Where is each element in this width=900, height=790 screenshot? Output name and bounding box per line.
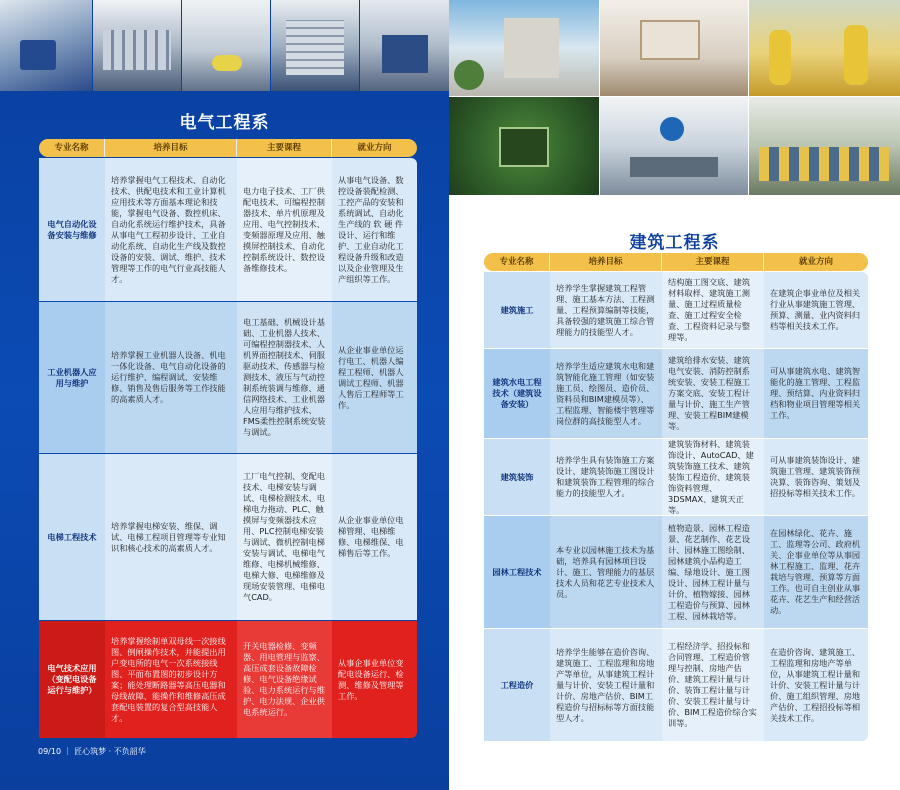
job-text: 从企业事业单位电梯管理、电梯维修、电梯维保、电梯售后等工作。 — [338, 515, 404, 558]
photo-lab-4 — [271, 0, 359, 91]
major-name: 建筑装饰 — [484, 439, 550, 515]
table-row — [39, 302, 417, 453]
major-name: 工程造价 — [484, 629, 550, 741]
course-text: 开关电器检修、变频器、用电管理与监察、高压成套设备故障检修、电气设备绝缘试验、电力系统运行与维护、电力法规、企业供电系统运行。 — [237, 621, 332, 738]
major-name: 建筑水电工程技术（建筑设备安装） — [484, 349, 550, 438]
table-row — [39, 621, 417, 738]
course-text: 建筑装饰材料、建筑装饰设计、AutoCAD、建筑装饰施工技术、建筑装饰工程造价、建筑装饰资料管理、3DSMAX、建筑天正等。 — [662, 439, 764, 515]
table-row — [39, 454, 417, 620]
course-text: 电工基础、机械设计基础、工业机器人技术、可编程控制器技术、人机界面控制技术、伺服驱动技术、传感器与检测技术、液压与气动控制系统装调与维修、通信网络技术、工业机器人应用与维护技术、FMS柔性控制系统安装与调试。 — [237, 302, 332, 453]
photo-lab-2 — [93, 0, 181, 91]
major-name: 工业机器人应用与维护 — [39, 302, 105, 453]
goal-text: 培养掌握工业机器人设备、机电一体化设备、电气自动化设备的运行维护、编程调试、安装维修、销售及售后服务等工作技能的高素质人才。 — [111, 350, 226, 404]
photo-students-survey — [749, 0, 900, 96]
photo-building — [449, 0, 599, 96]
course-text: 结构施工图交底、建筑材料取样、建筑施工测量、施工过程质量检查、施工过程安全检查、工程资料记录与整理等。 — [662, 272, 764, 348]
goal-text: 培养学生掌握建筑工程管理、施工基本方法、工程测量、工程预算编制等技能，具备较强的建筑施工综合管理能力的技能型人才。 — [556, 282, 655, 337]
page-title-construction: 建筑工程系 — [629, 233, 720, 253]
photo-classroom — [749, 97, 900, 195]
job-text: 可从事建筑装饰设计、建筑施工管理、建筑装饰预决算、装饰咨询、策划及招投标等相关技术工作。 — [770, 455, 861, 498]
header-job: 就业方向 — [332, 139, 417, 157]
construction-table — [484, 253, 868, 741]
photo-lab-3 — [182, 0, 270, 91]
course-text: 工程经济学、招投标和合同管理、工程造价管理与控制、房地产估价、建筑工程计量与计价、装饰工程计量与计价、安装工程计量与计价、BIM工程造价综合实训等。 — [662, 629, 764, 741]
table-row — [484, 349, 868, 438]
photo-lab-1 — [0, 0, 92, 91]
major-name: 电气自动化设备安装与维修 — [39, 158, 105, 301]
photo-lab-5 — [360, 0, 449, 91]
construction-dept-panel — [449, 0, 900, 790]
header-major: 专业名称 — [39, 139, 105, 157]
page-footer: 09/10 ｜ 匠心筑梦 · 不负韶华 — [38, 747, 146, 756]
job-text: 从事电气设备、数控设备装配检测、工控产品的安装和系统调试、自动化生产线的 软 硬 件 设计、运行和维护、工业自动化工程设备升级和改造以及企业管理及生产组织等工作。 — [338, 174, 404, 284]
table-header — [39, 139, 417, 157]
job-text: 从企业事业单位运行电工、机器人编程工程师、机器人调试工程师、机器人售后工程师等工作。 — [338, 344, 404, 410]
table-row — [484, 516, 868, 628]
electrical-table — [39, 139, 417, 738]
header-goal: 培养目标 — [105, 139, 237, 157]
course-text: 建筑给排水安装、建筑电气安装、消防控制系统安装、安装工程施工方案交底、安装工程计量与计价、施工生产管理、安装工程BIM建模等。 — [662, 349, 764, 438]
major-name: 电梯工程技术 — [39, 454, 105, 620]
photo-interior-1 — [600, 0, 748, 96]
job-text: 在园林绿化、花卉、施工、监理等公司、政府机关、企事业单位等从事园林工程施工、监理、花卉栽培与管理、预算等方面工作。也可自主创业从事花卉、花艺生产和经营活动。 — [770, 528, 861, 615]
photo-green-wall — [449, 97, 599, 195]
course-text: 电力电子技术、工厂供配电技术、可编程控制器技术、单片机原理及应用、电气控制技术、变频器原理及应用、触摸屏控制技术、自动化控制系统设计、数控设备维修技术。 — [237, 158, 332, 301]
goal-text: 本专业以园林施工技术为基础，培养具有园林项目设计、施工、管理能力的基层技术人员和花艺专业技术人员。 — [556, 544, 655, 599]
page-title-electrical: 电气工程系 — [179, 113, 270, 133]
goal-text: 培养学生具有装饰施工方案设计、建筑装饰施工图设计和建筑装饰工程管理的综合能力的技能型人才。 — [556, 455, 655, 498]
major-name: 电气技术应用（变配电设备运行与维护） — [39, 621, 105, 738]
table-row — [484, 439, 868, 515]
header-course: 主要课程 — [237, 139, 332, 157]
course-text: 工厂电气控制、变配电技术、电梯安装与调试、电梯检测技术、电梯电力拖动、PLC、触摸屏与变频器技术应用、PLC控制电梯安装与调试、微机控制电梯安装与调试、电梯电气维修、电梯机械维修、电梯大修、电梯维修及现场安装管理、电梯电气CAD。 — [237, 454, 332, 620]
header-course: 主要课程 — [662, 253, 764, 271]
major-name: 园林工程技术 — [484, 516, 550, 628]
electrical-dept-panel — [0, 0, 449, 790]
job-text: 在建筑企事业单位及相关行业从事建筑施工管理、预算、测量、业内资料归档等相关技术工作。 — [770, 288, 861, 331]
photo-strip-left — [0, 0, 449, 91]
table-row — [39, 158, 417, 301]
job-text: 可从事建筑水电、建筑智能化的施工管理、工程监理、预结算、内业资料归档和物业项目管理等相关工作。 — [770, 366, 861, 420]
table-header — [484, 253, 868, 271]
goal-text: 培养掌握电气工程技术、自动化技术、供配电技术和工业计算机应用技术等方面基本理论和技能，掌握电气设备、数控机床、自动化系统运行维护技术，具备从事电气工程初步设计、工业自动化系统、自动化生产线及数控设备的安装、调试、维护、技术管理等工作的电气行业高技能人才。 — [111, 174, 226, 284]
major-name: 建筑施工 — [484, 272, 550, 348]
course-text: 植物造景、园林工程造景、花艺制作、花艺设计、园林施工图绘制、园林建筑小品构造工编、绿地设计、施工图设计、园林工程计量与计价、植物嫁接、园林工程造价与预算、园林工程、园林栽培等。 — [662, 516, 764, 628]
job-text: 在造价咨询、建筑施工、工程监理和房地产等单位，从事建筑工程计量和计价、安装工程计量与计价、施工组织管理、房地产估价、工程招投标等相关技术工作。 — [770, 646, 861, 723]
table-row — [484, 272, 868, 348]
table-row — [484, 629, 868, 741]
header-goal: 培养目标 — [550, 253, 662, 271]
job-text: 从事企事业单位变配电设备运行、检测、维修及管理等工作。 — [338, 657, 404, 701]
goal-text: 培养学生适应建筑水电和建筑智能化施工管理（如安装施工员、绘图员、造价员、资料员和BIM建模员等）、工程监理、智能楼宇管理等岗位群的高技能型人才。 — [556, 360, 655, 426]
goal-text: 培养掌握电梯安装、维保、调试、电梯工程项目管理等专业知识和核心技术的高素质人才。 — [111, 520, 226, 553]
photo-lobby — [600, 97, 748, 195]
goal-text: 培养掌握绘制单双母线一次接线图、倒闸操作技术，并能提出用户变电所的电气一次系统接线图、平面布置图的初步设计方案；能处理断路器等高压电器和母线故障、能操作和维修高压成套配电装置的复合型高技能人才。 — [111, 635, 226, 723]
header-job: 就业方向 — [764, 253, 868, 271]
header-major: 专业名称 — [484, 253, 550, 271]
goal-text: 培养学生能够在造价咨询、建筑施工、工程监理和房地产等单位，从事建筑工程计量与计价、安装工程计量和计价、房地产估价、BIM工程造价与招标标等方面技能型人才。 — [556, 646, 655, 723]
